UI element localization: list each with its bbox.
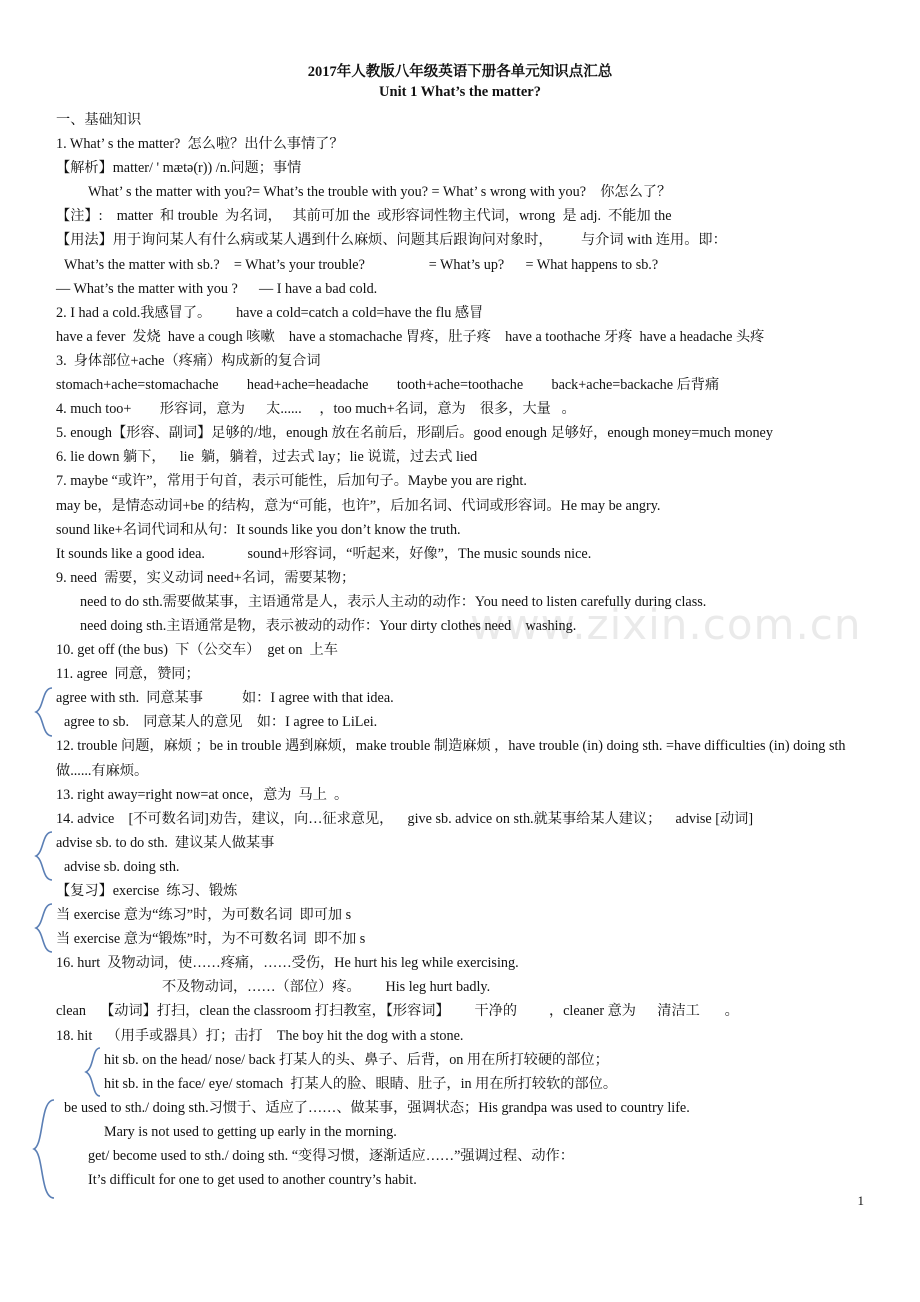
text-line: stomach+ache=stomachache head+ache=headache tooth+ache=toothache back+ache=backache 后背痛 (56, 377, 720, 394)
text-line: 6. lie down 躺下， lie 躺，躺着，过去式 lay；lie 说谎，过去式 lied (56, 449, 478, 466)
text-line: advise sb. to do sth. 建议某人做某事 (56, 834, 275, 851)
text-line: have a fever 发烧 have a cough 咳嗽 have a stomachache 胃疼，肚子疼 have a toothache 牙疼 have a headache 头疼 (56, 328, 765, 345)
text-line: Mary is not used to getting up early in the morning. (104, 1123, 397, 1140)
text-line: 18. hit （用手或器具）打；击打 The boy hit the dog with a stone. (56, 1027, 464, 1044)
text-line: 12. trouble 问题，麻烦 ；be in trouble 遇到麻烦，make trouble 制造麻烦 ，have trouble (in) doing sth. =have difficulties (in) doing sth 做......有麻烦。 (56, 738, 846, 779)
text-line: — What’s the matter with you ? — I have a bad cold. (56, 280, 378, 297)
text-line: It sounds like a good idea. sound+形容词，“听起来，好像”，The music sounds nice. (56, 545, 592, 562)
text-line: hit sb. on the head/ nose/ back 打某人的头、鼻子、后背，on 用在所打较硬的部位； (104, 1051, 609, 1068)
text-line: 【注】: matter 和 trouble 为名词， 其前可加 the 或形容词性物主代词，wrong 是 adj. 不能加 the (56, 208, 672, 225)
text-line: 9. need 需要，实义动词 need+名词，需要某物； (56, 569, 356, 586)
text-line: 【解析】matter/ ' mætə(r)) /n.问题；事情 (56, 160, 302, 177)
unit-title: Unit 1 What’s the matter? (379, 84, 541, 100)
text-line: 7. maybe “或许”，常用于句首，表示可能性，后加句子。Maybe you are right. (56, 473, 527, 490)
document-body (56, 108, 886, 1192)
text-line: 当 exercise 意为“练习”时，为可数名词 即可加 s (56, 907, 352, 924)
text-line: hit sb. in the face/ eye/ stomach 打某人的脸、眼睛、肚子，in 用在所打较软的部位。 (104, 1075, 618, 1092)
text-line: 4. much too+ 形容词，意为 太...... ，too much+名词，意为 很多，大量 。 (56, 401, 576, 418)
brace-exercise (32, 902, 56, 954)
text-line: need to do sth.需要做某事，主语通常是人，表示人主动的动作：You need to listen carefully during class. (80, 593, 707, 610)
text-line: may be，是情态动词+be 的结构，意为“可能，也许”，后加名词、代词或形容词。He may be angry. (56, 497, 661, 514)
page-number: 1 (857, 1193, 864, 1208)
document-title: 2017年人教版八年级英语下册各单元知识点汇总 (307, 64, 613, 80)
text-line: 16. hurt 及物动词，使……疼痛，……受伤，He hurt his leg while exercising. (56, 955, 519, 972)
text-line: agree to sb. 同意某人的意见 如：I agree to LiLei. (64, 714, 378, 731)
text-line: be used to sth./ doing sth.习惯于、适应了……、做某事，强调状态；His grandpa was used to country life. (64, 1099, 690, 1116)
text-line: 13. right away=right now=at once，意为 马上 。 (56, 786, 349, 803)
text-line: 3. 身体部位+ache（疼痛）构成新的复合词 (56, 352, 321, 369)
brace-hit (82, 1046, 104, 1098)
brace-agree (32, 686, 56, 738)
brace-advise (32, 830, 56, 882)
text-line: 【复习】exercise 练习、锻炼 (56, 883, 238, 899)
text-line: advise sb. doing sth. (64, 858, 180, 875)
text-line: clean 【动词】打扫，clean the classroom 打扫教室，【形容词】 干净的 ，cleaner 意为 清洁工 。 (56, 1003, 739, 1020)
text-line: 不及物动词，……（部位）疼。 His leg hurt badly. (162, 979, 491, 996)
text-line: What’ s the matter with you?= What’s the trouble with you? = What’ s wrong with you? 你怎么了？ (88, 184, 672, 201)
text-line: 14. advice [不可数名词]劝告，建议，向…征求意见， give sb. advice on sth.就某事给某人建议； advise [动词] (56, 810, 754, 827)
text-line: 2. I had a cold.我感冒了。 have a cold=catch a cold=have the flu 感冒 (56, 304, 484, 321)
text-line: get/ become used to sth./ doing sth. “变得习惯，逐渐适应……”强调过程、动作： (88, 1148, 574, 1165)
watermark: www.zixin.com.cn (470, 600, 862, 649)
section-heading: 一、基础知识 (56, 112, 142, 128)
text-line: It’s difficult for one to get used to another country’s habit. (88, 1172, 417, 1189)
text-line: 【用法】用于询问某人有什么病或某人遇到什么麻烦、问题其后跟询问对象时， 与介词 with 连用。即： (56, 232, 727, 249)
text-line: 10. get off (the bus) 下（公交车） get on 上车 (56, 642, 338, 659)
text-line: agree with sth. 同意某事 如：I agree with that idea. (56, 690, 394, 707)
brace-used-to (30, 1098, 58, 1200)
text-line: 1. What’ s the matter? 怎么啦？出什么事情了？ (56, 136, 344, 153)
text-line: 5. enough【形容、副词】足够的/地，enough 放在名前后，形副后。good enough 足够好，enough money=much money (56, 425, 773, 442)
text-line: 11. agree 同意，赞同； (56, 666, 200, 683)
text-line: 当 exercise 意为“锻炼”时，为不可数名词 即不加 s (56, 931, 366, 948)
text-line: sound like+名词代词和从句：It sounds like you don’t know the truth. (56, 521, 461, 538)
text-line: What’s the matter with sb.? = What’s your trouble? = What’s up? = What happens to sb.? (64, 256, 659, 273)
text-line: need doing sth.主语通常是物，表示被动的动作：Your dirty clothes need washing. (80, 617, 577, 634)
